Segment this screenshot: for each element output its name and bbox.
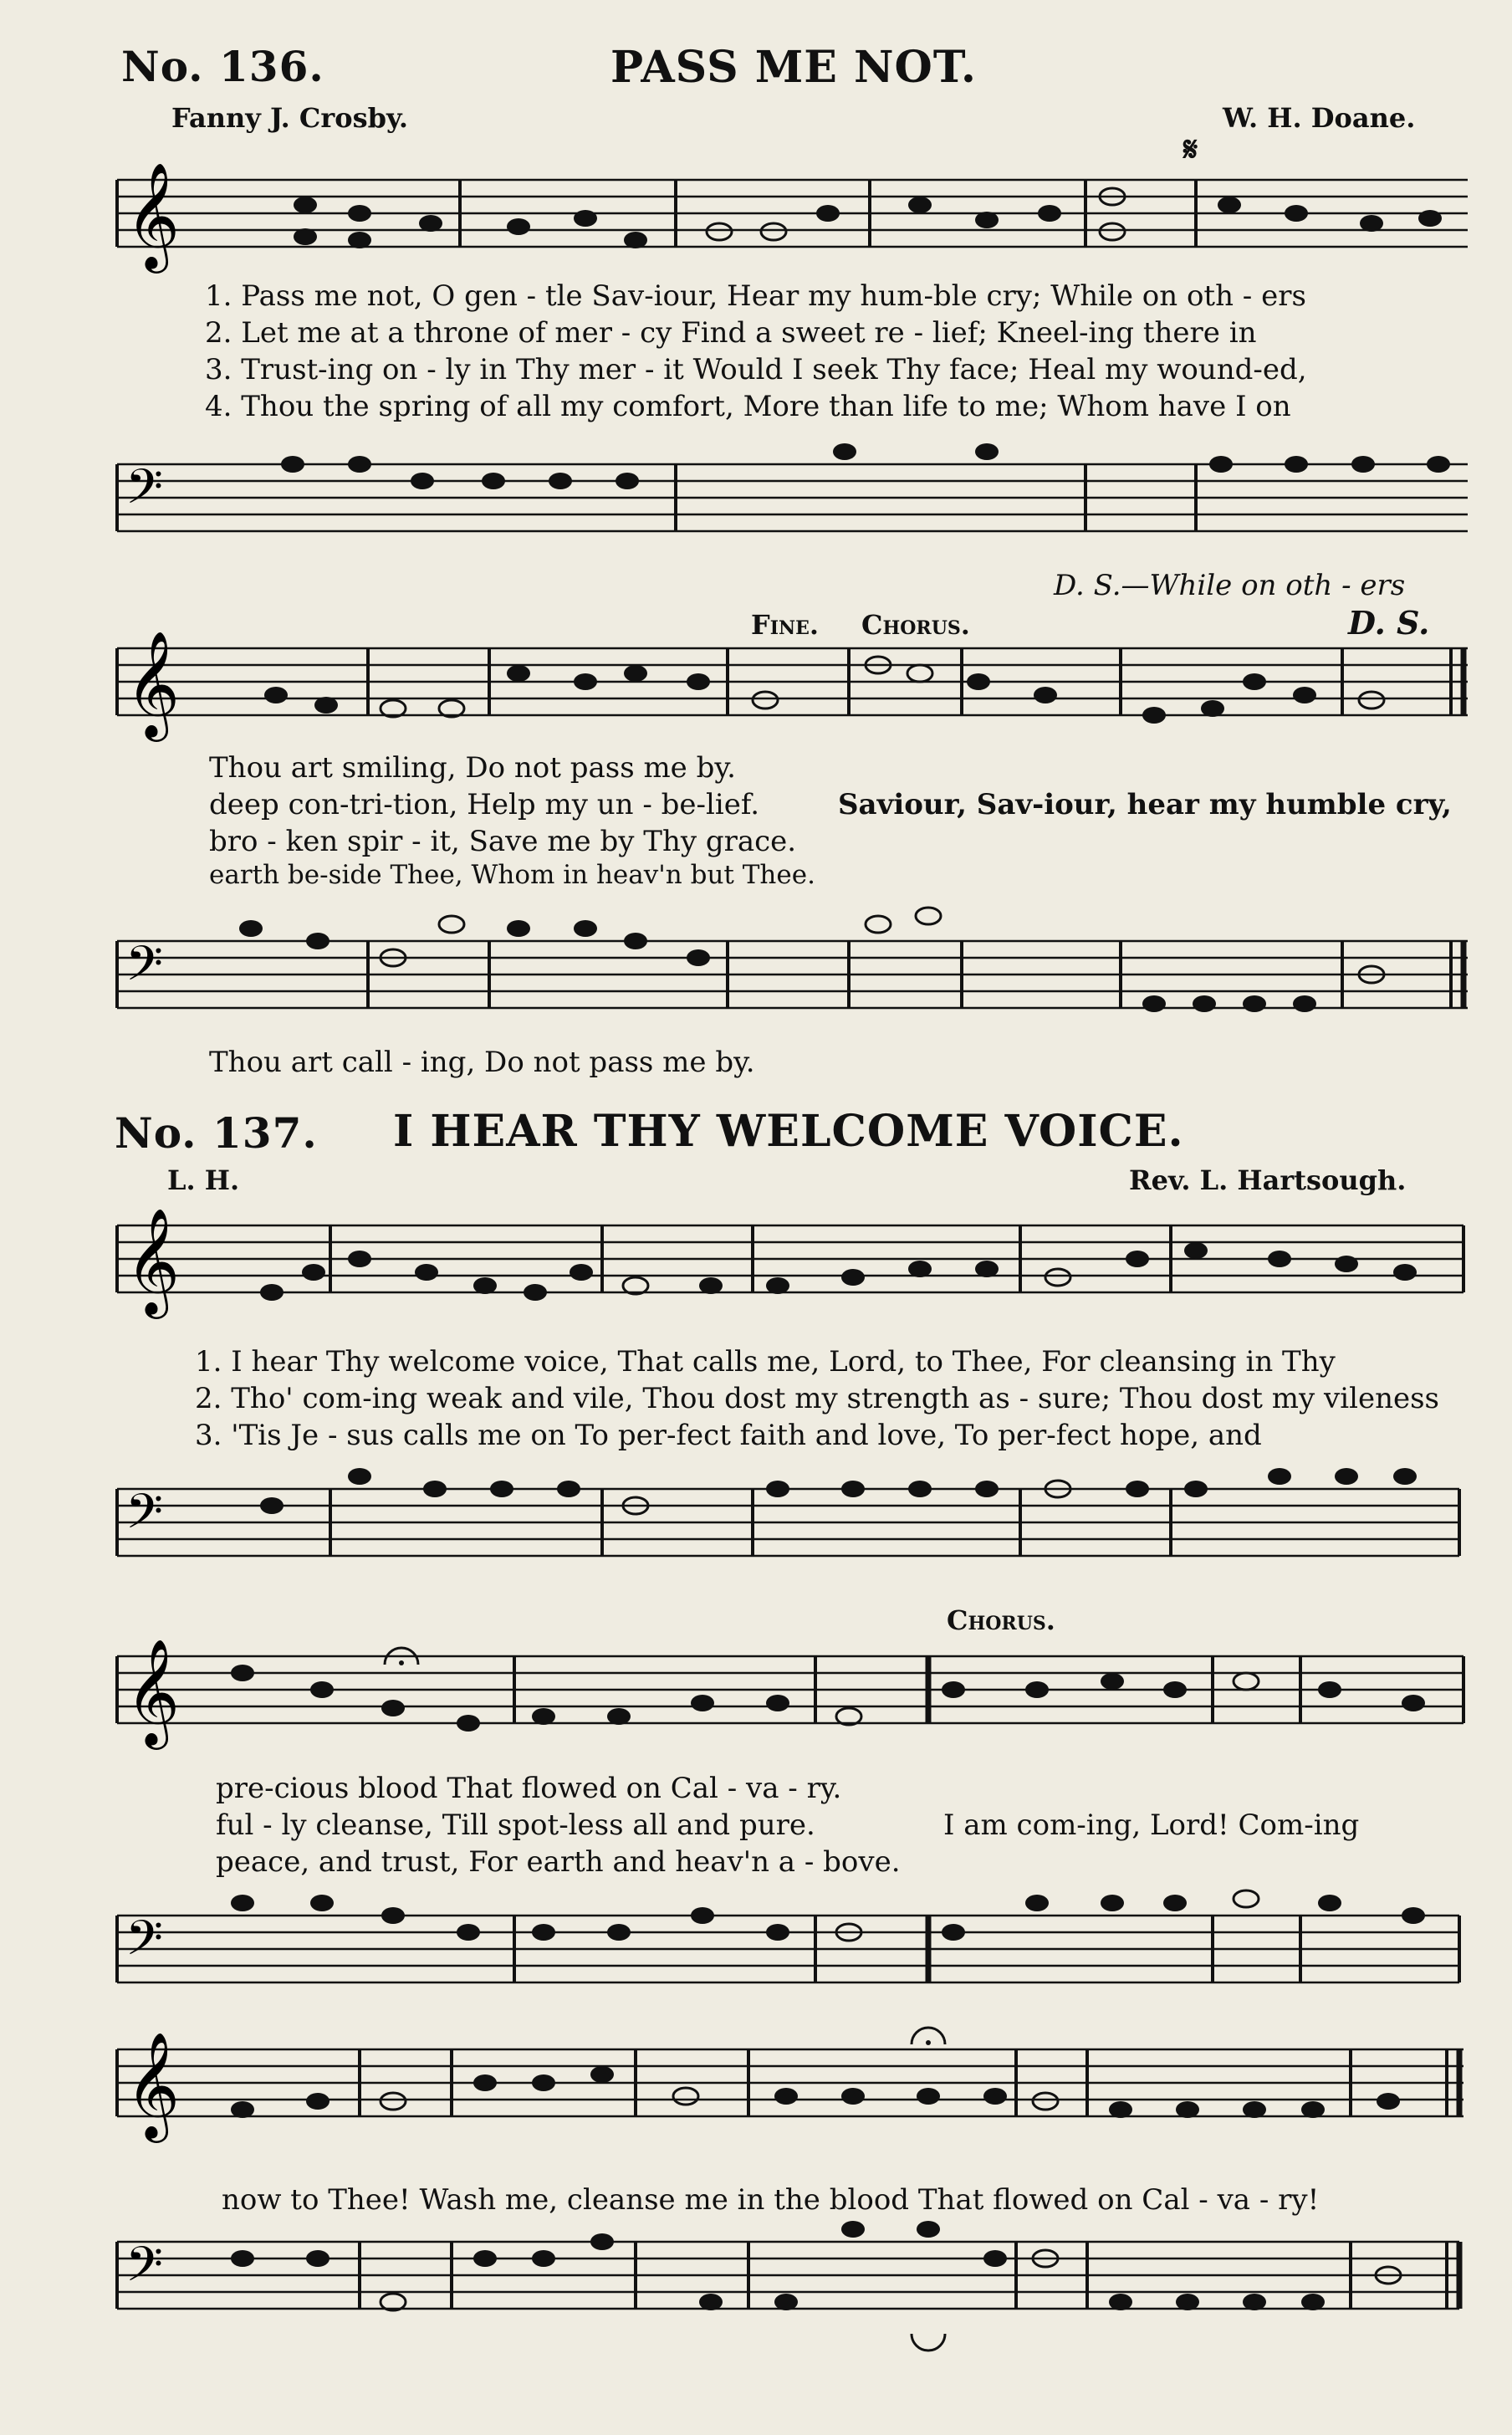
chorus-lyric-137: I am com-ing, Lord! Com-ing <box>943 1808 1360 1842</box>
lyricist-credit: Fanny J. Crosby. <box>171 102 409 134</box>
svg-text:𝄞: 𝄞 <box>125 2031 181 2138</box>
svg-text:𝄢: 𝄢 <box>125 935 164 1004</box>
lyricist-credit-137: Rev. L. Hartsough. <box>1129 1164 1407 1196</box>
treble-staff-137-system-2 <box>0 1640 1512 1765</box>
verse-end-3: bro - ken spir - it, Save me by Thy grace. <box>209 825 797 858</box>
bass-lyric: Thou art call - ing, Do not pass me by. <box>209 1046 755 1079</box>
ds-line: D. S.—While on oth - ers <box>1054 569 1406 602</box>
svg-text:𝄢: 𝄢 <box>125 2236 164 2305</box>
verse-line-4: 4. Thou the spring of all my comfort, More than life to me; Whom have I on <box>205 390 1291 423</box>
bass-staff-system-1 <box>0 448 1512 565</box>
treble-staff-137-system-1 <box>0 1209 1512 1334</box>
bass-staff-137-system-3 <box>0 2225 1512 2359</box>
svg-text:𝄢: 𝄢 <box>125 1483 164 1552</box>
svg-text:𝄞: 𝄞 <box>125 630 181 737</box>
verse137-line-2: 2. Tho' com-ing weak and vile, Thou dost my strength as - sure; Thou dost my vileness <box>195 1382 1439 1415</box>
verse137-end-2: ful - ly cleanse, Till spot-less all and pure. <box>216 1808 815 1842</box>
segno-sign: 𝄋 <box>1183 130 1198 169</box>
bass-staff-137-system-1 <box>0 1472 1512 1589</box>
composer-credit-137: L. H. <box>167 1164 240 1196</box>
svg-text:𝄢: 𝄢 <box>125 1910 164 1978</box>
treble-staff-137-system-3 <box>0 2033 1512 2158</box>
hymn-title: PASS ME NOT. <box>610 42 977 93</box>
chorus-mark-137: Chorus. <box>947 1604 1055 1636</box>
fine-mark: Fine. <box>751 609 820 641</box>
treble-staff-system-2 <box>0 632 1512 757</box>
verse-end-2: deep con-tri-tion, Help my un - be-lief. <box>209 788 760 821</box>
hymn-number-137: No. 137. <box>115 1108 318 1158</box>
svg-text:𝄢: 𝄢 <box>125 458 164 527</box>
verse137-end-3: peace, and trust, For earth and heav'n a - bove. <box>216 1845 901 1879</box>
verse137-end-1: pre-cious blood That flowed on Cal - va - ry. <box>216 1772 842 1805</box>
composer-credit: W. H. Doane. <box>1223 102 1416 134</box>
verse-line-3: 3. Trust-ing on - ly in Thy mer - it Would I seek Thy face; Heal my wound-ed, <box>205 353 1307 386</box>
svg-text:𝄞: 𝄞 <box>125 161 181 269</box>
hymn-number: No. 136. <box>121 42 324 91</box>
chorus-lyric: Saviour, Sav-iour, hear my humble cry, <box>838 788 1452 821</box>
bass-staff-137-system-2 <box>0 1899 1512 2016</box>
svg-text:𝄞: 𝄞 <box>125 1207 181 1314</box>
hymn-title-137: I HEAR THY WELCOME VOICE. <box>393 1106 1184 1157</box>
verse-line-1: 1. Pass me not, O gen - tle Sav-iour, Hear my hum-ble cry; While on oth - ers <box>205 279 1306 313</box>
chorus-mark: Chorus. <box>861 609 970 641</box>
final-lyric: now to Thee! Wash me, cleanse me in the blood That flowed on Cal - va - ry! <box>222 2183 1320 2217</box>
svg-text:𝄞: 𝄞 <box>125 1638 181 1745</box>
verse-line-2: 2. Let me at a throne of mer - cy Find a sweet re - lief; Kneel-ing there in <box>205 316 1257 350</box>
ds-mark: D. S. <box>1348 604 1430 642</box>
verse137-line-3: 3. 'Tis Je - sus calls me on To per-fect faith and love, To per-fect hope, and <box>195 1419 1262 1452</box>
verse-end-1: Thou art smiling, Do not pass me by. <box>209 751 736 785</box>
treble-staff-system-1 <box>0 163 1512 289</box>
bass-staff-system-2 <box>0 924 1512 1041</box>
verse-end-4: earth be-side Thee, Whom in heav'n but Thee. <box>209 860 815 890</box>
verse137-line-1: 1. I hear Thy welcome voice, That calls me, Lord, to Thee, For cleansing in Thy <box>195 1345 1336 1379</box>
